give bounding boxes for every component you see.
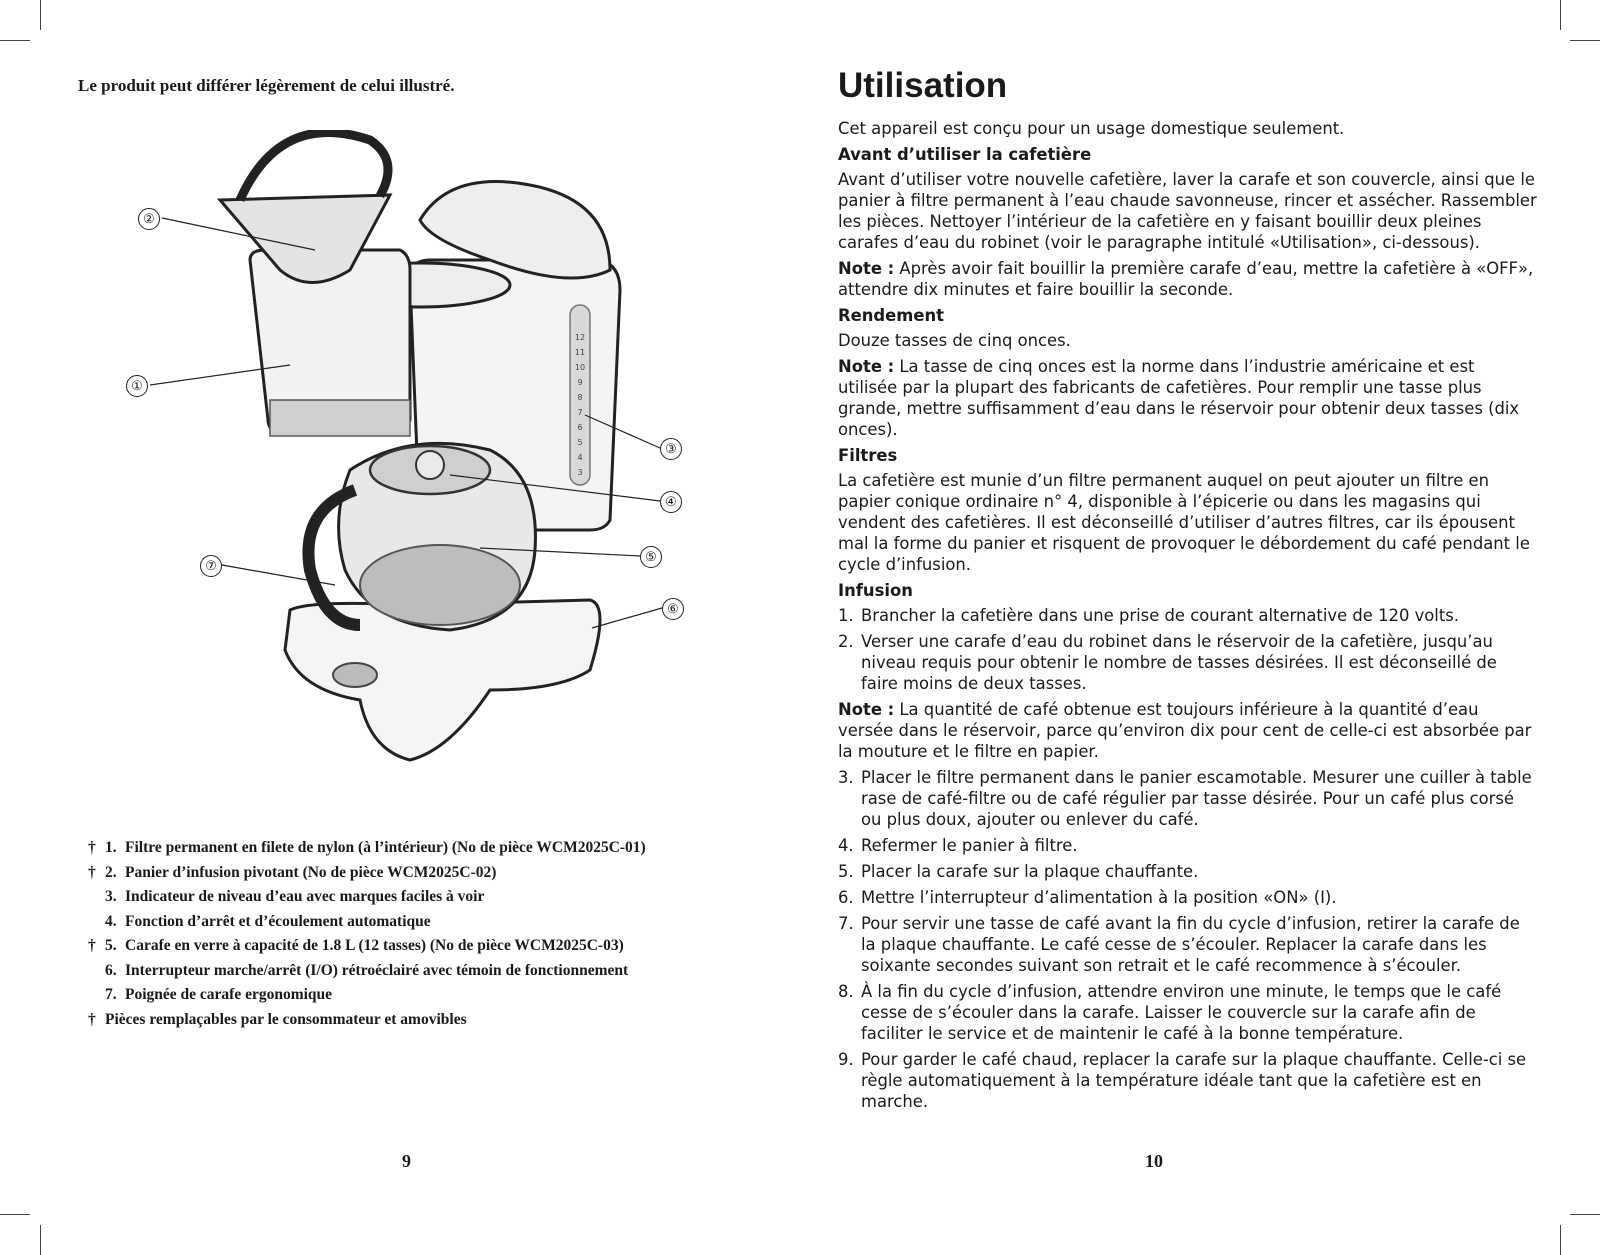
coffee-maker-illustration [110, 130, 730, 790]
parts-footnote [88, 1008, 788, 1033]
step-number: 9. [838, 1050, 854, 1069]
part-number: 5. [105, 937, 117, 954]
step-text: Mettre l’interrupteur d’alimentation à la position «ON» (I). [861, 888, 1337, 907]
part-text: Interrupteur marche/arrêt (I/O) rétroéclairé avec témoin de fonctionnement [125, 961, 629, 979]
callout-3: ③ [660, 438, 682, 460]
callout-4: ④ [660, 491, 682, 513]
parts-list [88, 836, 788, 1032]
dagger-mark: † [88, 863, 96, 881]
part-text: Filtre permanent en filete de nylon (à l’intérieur) (No de pièce WCM2025C-01) [125, 839, 646, 856]
page-title: Utilisation [838, 66, 1008, 105]
parts-list-item [88, 861, 788, 886]
dagger-mark: † [88, 839, 96, 856]
filtres-text: La cafetière est munie d’un filtre permanent auquel on peut ajouter un filtre en papier conique ordinaire n° 4, disponible à l’épicerie ou dans les magasins qui vendent des cafetières. Il est déconseillé d’utiliser d’autres filtres, car ils épousent mal la forme du panier et risquent de provoquer le débordement du café pendant le cycle d’infusion. [838, 471, 1530, 574]
intro-text: Cet appareil est conçu pour un usage domestique seulement. [838, 119, 1345, 138]
dagger-mark [88, 959, 105, 984]
note-text: La tasse de cinq onces est la norme dans l’industrie américaine et est utilisée par la plupart des fabricants de cafetières. Pour remplir une tasse plus grande, mettre suffisamment d’eau dans le réservoir pour obtenir deux tasses (dix onces). [838, 357, 1520, 439]
brew-basket-base [270, 400, 410, 436]
list-item [838, 1049, 1538, 1112]
callout-6: ⑥ [662, 598, 684, 620]
page-right [800, 0, 1600, 1255]
dagger-mark: † [88, 937, 96, 954]
level-mark: 5 [577, 438, 583, 447]
note-label: Note : [838, 700, 895, 719]
note-paragraph [838, 356, 1538, 440]
part-text: Indicateur de niveau d’eau avec marques faciles à voir [125, 888, 485, 905]
dagger-mark [88, 983, 105, 1008]
note-text: La quantité de café obtenue est toujours inférieure à la quantité d’eau versée dans le réservoir, parce qu’environ dix pour cent de celle-ci est absorbée par la mouture et le filtre en papier. [838, 700, 1532, 761]
level-mark: 10 [574, 363, 586, 372]
level-mark: 4 [577, 453, 583, 462]
infusion-steps [838, 767, 1538, 1112]
dagger-mark: † [88, 1010, 96, 1028]
carafe-coffee [360, 545, 520, 625]
section-heading-infusion: Infusion [838, 581, 913, 600]
list-item [838, 631, 1538, 694]
step-text: Placer le filtre permanent dans le panier escamotable. Mesurer une cuiller à table rase de café-filtre ou de café régulier par tasse désirée. Pour un café plus corsé ou plus doux, ajouter ou enlever du café. [861, 768, 1532, 829]
level-mark: 11 [574, 348, 586, 357]
disclaimer: Le produit peut différer légèrement de celui illustré. [78, 76, 455, 95]
avant-text: Avant d’utiliser votre nouvelle cafetière, laver la carafe et son couvercle, ainsi que le panier à filtre permanent à l’eau chaude savonneuse, rincer et assécher. Rassembler les pièces. Nettoyer l’intérieur de la cafetière en y faisant bouillir deux pleines carafes d’eau du robinet (voir le paragraphe intitulé «Utilisation», ci-dessous). [838, 170, 1537, 252]
note-paragraph [838, 699, 1538, 762]
leader-line-6 [592, 608, 662, 628]
note-label: Note : [838, 357, 895, 376]
list-item [838, 913, 1538, 976]
parts-list-item [88, 885, 788, 910]
part-text: Fonction d’arrêt et d’écoulement automatique [125, 912, 431, 930]
part-number: 3. [105, 888, 117, 905]
list-item [838, 605, 1538, 626]
carafe-lid-knob [416, 451, 444, 479]
list-item [838, 835, 1538, 856]
dagger-mark [88, 910, 105, 935]
infusion-steps [838, 605, 1538, 694]
callout-1: ① [126, 375, 148, 397]
level-mark: 3 [577, 468, 583, 477]
part-number: 4. [105, 912, 117, 930]
list-item [838, 981, 1538, 1044]
callout-2: ② [138, 208, 160, 230]
coffee-maker-figure [110, 130, 730, 790]
parts-list-item [88, 836, 788, 861]
page-number: 9 [402, 1151, 411, 1171]
page-number: 10 [1145, 1151, 1163, 1171]
section-heading-avant: Avant d’utiliser la cafetière [838, 145, 1092, 164]
dagger-mark [88, 885, 105, 910]
step-number: 6. [838, 888, 854, 907]
part-text: Panier d’infusion pivotant (No de pièce WCM2025C-02) [125, 863, 497, 881]
step-number: 2. [838, 632, 854, 651]
step-text: Pour servir une tasse de café avant la fin du cycle d’infusion, retirer la carafe de la plaque chauffante. Le café cesse de s’écouler. Replacer la carafe dans les soixante secondes suivant son retrait et le café recommence à s’écouler. [861, 914, 1520, 975]
note-label: Note : [838, 259, 895, 278]
list-item [838, 767, 1538, 830]
part-number: 7. [105, 986, 117, 1003]
instructions-content [838, 118, 1538, 1117]
step-text: Placer la carafe sur la plaque chauffante. [861, 862, 1199, 881]
filter-handle [240, 133, 388, 201]
part-text: Carafe en verre à capacité de 1.8 L (12 tasses) (No de pièce WCM2025C-03) [125, 937, 624, 954]
footnote-text: Pièces remplaçables par le consommateur et amovibles [105, 1010, 467, 1028]
callout-5: ⑤ [640, 546, 662, 568]
rendement-text: Douze tasses de cinq onces. [838, 331, 1071, 350]
list-item [838, 887, 1538, 908]
step-number: 5. [838, 862, 854, 881]
parts-list-item [88, 910, 788, 935]
part-number: 1. [105, 839, 117, 856]
step-number: 3. [838, 768, 854, 787]
section-heading-rendement: Rendement [838, 306, 944, 325]
callout-7: ⑦ [200, 555, 222, 577]
step-text: À la fin du cycle d’infusion, attendre environ une minute, le temps que le café cesse de s’écouler dans la carafe. Laisser le couvercle sur la carafe afin de faciliter le service et de maintenir le café à la bonne température. [861, 982, 1502, 1043]
step-text: Verser une carafe d’eau du robinet dans le réservoir de la cafetière, jusqu’au niveau requis pour obtenir le nombre de tasses désirées. Il est déconseillé de faire moins de deux tasses. [861, 632, 1497, 693]
level-mark: 6 [577, 423, 583, 432]
parts-list-item [88, 983, 788, 1008]
level-mark: 7 [577, 408, 583, 417]
step-number: 8. [838, 982, 854, 1001]
step-text: Pour garder le café chaud, replacer la carafe sur la plaque chauffante. Celle-ci se règle automatiquement à la température idéale tant que la cafetière est en marche. [861, 1050, 1527, 1111]
step-number: 7. [838, 914, 854, 933]
part-text: Poignée de carafe ergonomique [125, 986, 333, 1003]
part-number: 6. [105, 961, 117, 979]
leader-line-7 [222, 565, 335, 585]
note-paragraph [838, 258, 1538, 300]
parts-list-item [88, 959, 788, 984]
level-mark: 8 [577, 393, 583, 402]
parts-list-item [88, 934, 788, 959]
switch-button [333, 663, 377, 687]
part-number: 2. [105, 863, 117, 881]
step-number: 4. [838, 836, 854, 855]
step-text: Brancher la cafetière dans une prise de courant alternative de 120 volts. [861, 606, 1460, 625]
section-heading-filtres: Filtres [838, 446, 898, 465]
step-text: Refermer le panier à filtre. [861, 836, 1078, 855]
level-mark: 9 [577, 378, 583, 387]
step-number: 1. [838, 606, 854, 625]
list-item [838, 861, 1538, 882]
level-mark: 12 [574, 333, 586, 342]
note-text: Après avoir fait bouillir la première carafe d’eau, mettre la cafetière à «OFF», attendre dix minutes et faire bouillir la seconde. [838, 259, 1534, 299]
